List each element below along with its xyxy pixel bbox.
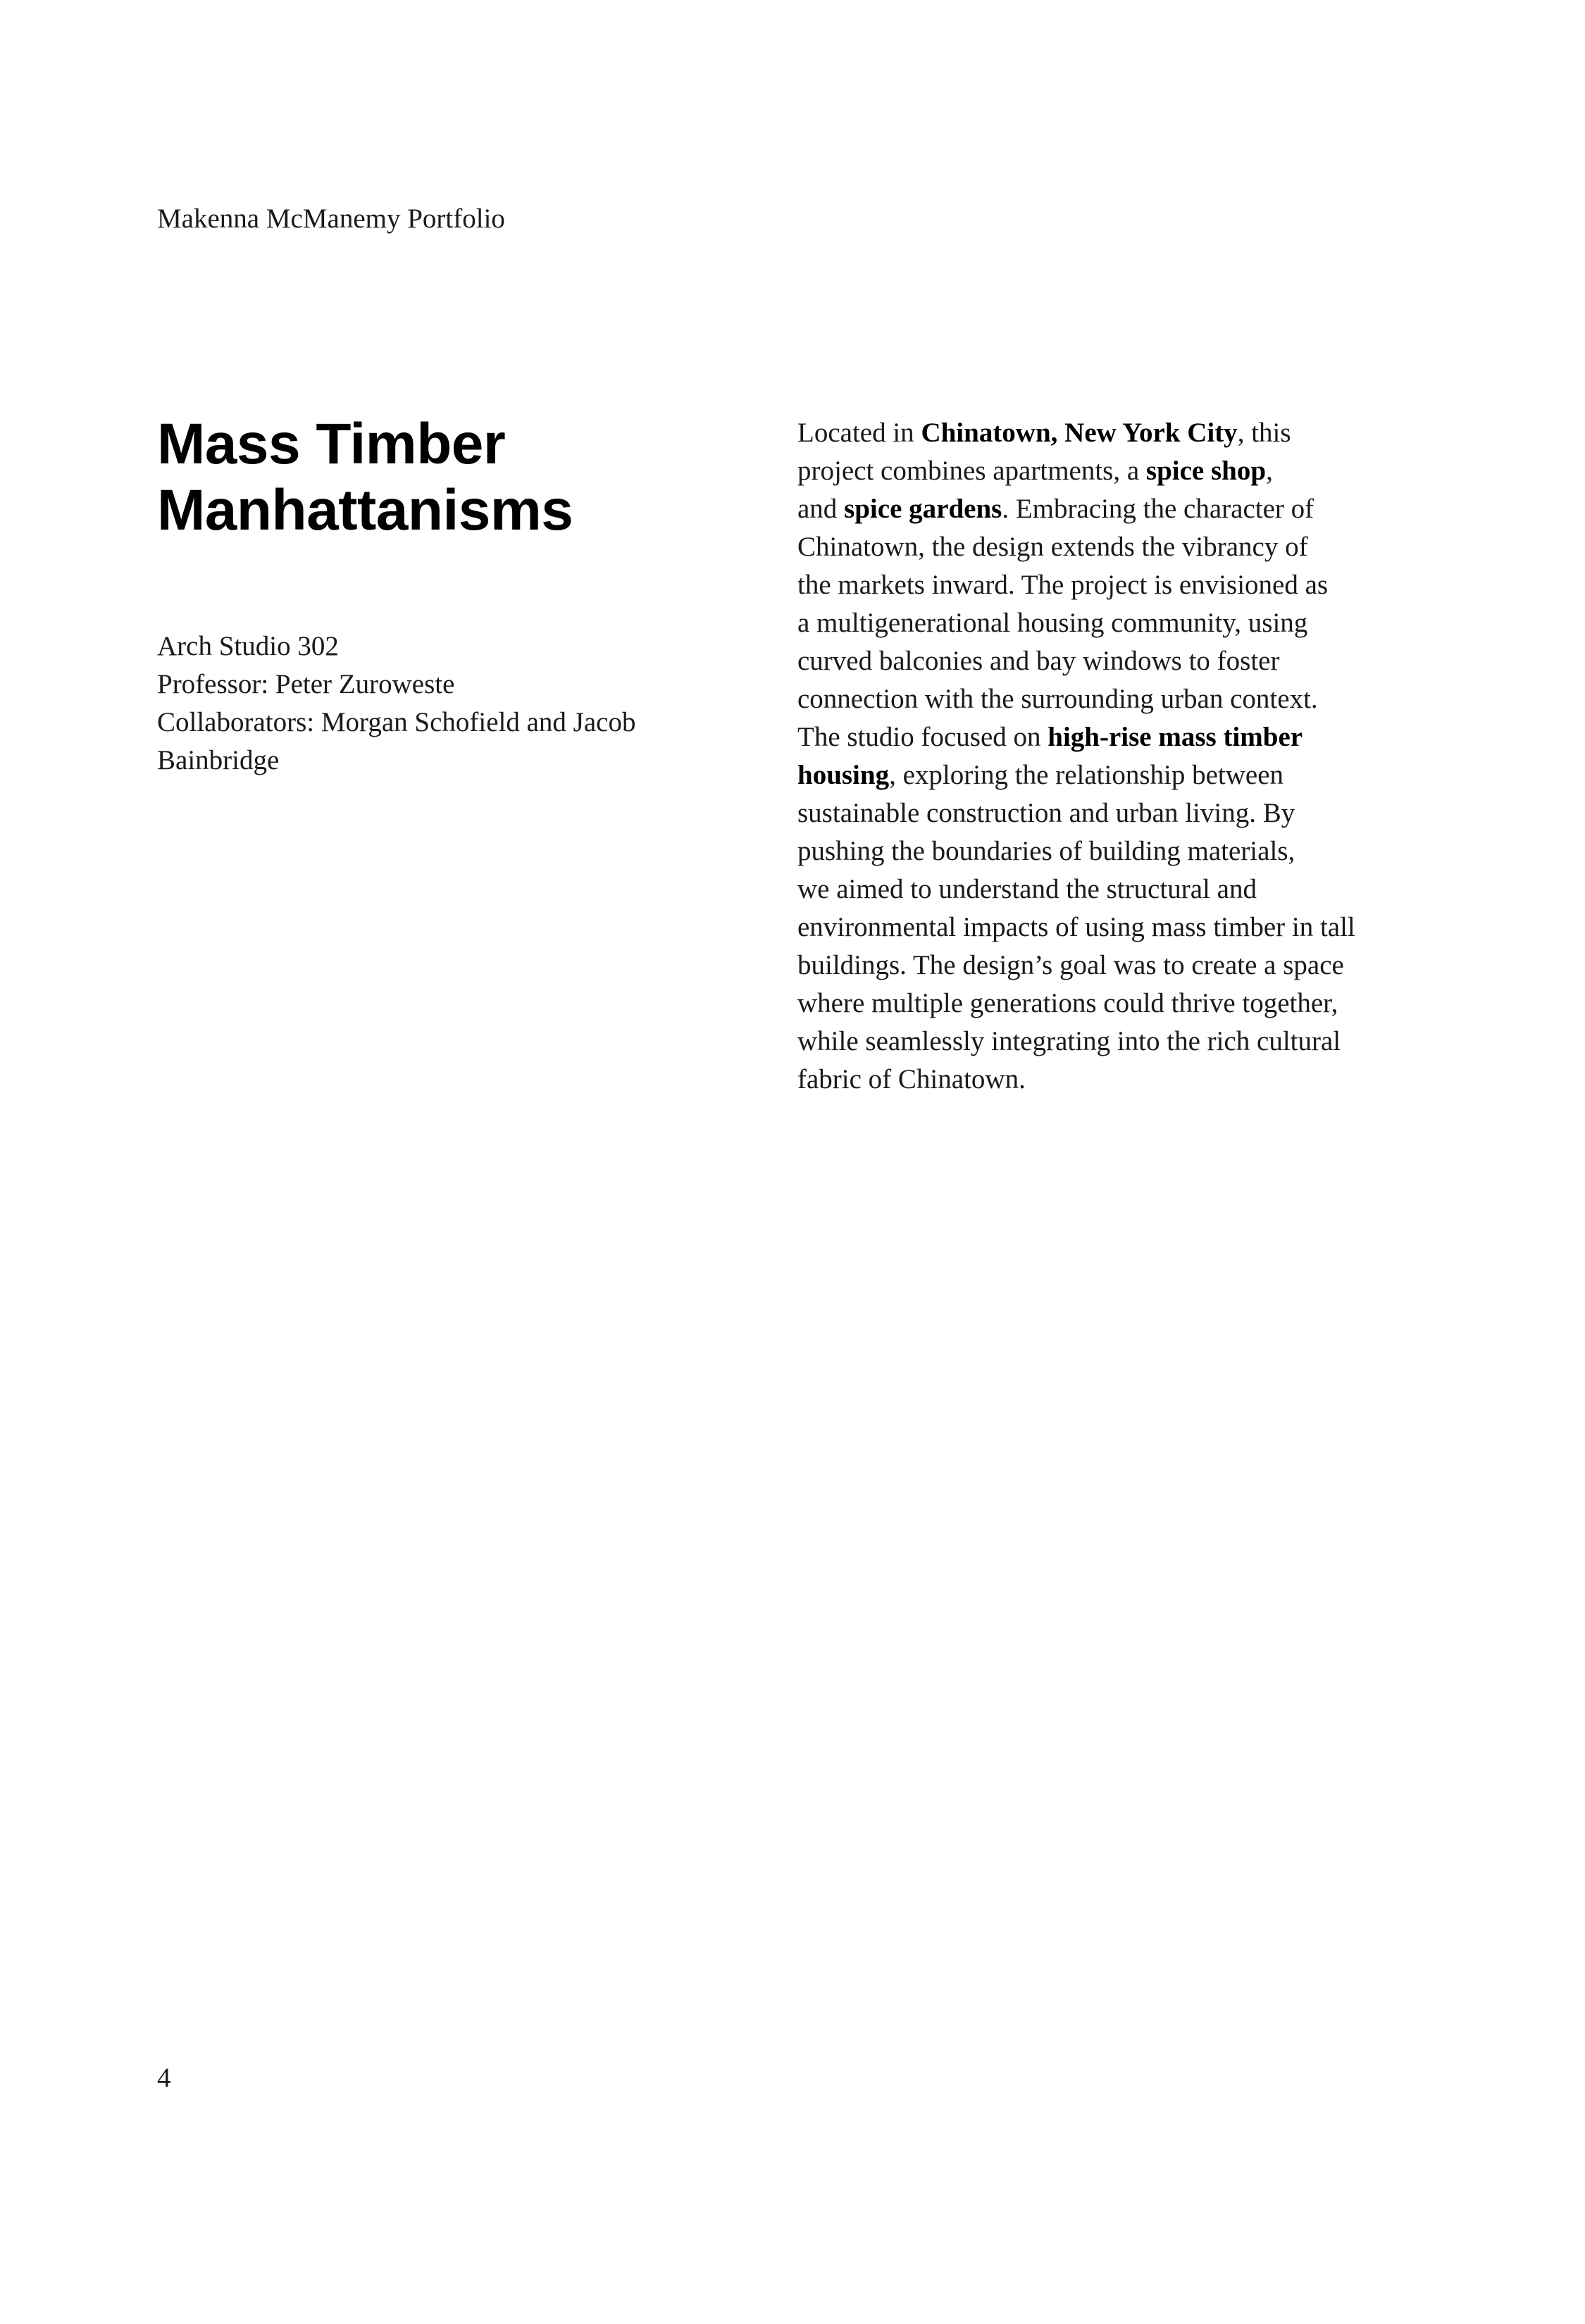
description-line: while seamlessly integrating into the rich cultural (797, 1026, 1341, 1056)
collaborators-credit-line-2: Bainbridge (157, 745, 280, 775)
description-line (797, 414, 1431, 452)
description-line (797, 490, 1431, 528)
description-line: connection with the surrounding urban context. (797, 684, 1318, 714)
text-run: , this (1237, 418, 1291, 448)
description-line: curved balconies and bay windows to foster (797, 646, 1280, 676)
emphasis-spice-gardens: spice gardens (844, 494, 1002, 524)
text-run: The studio focused on (797, 722, 1048, 752)
course-name: Arch Studio 302 (157, 631, 339, 661)
collaborators-credit-line-1: Collaborators: Morgan Schofield and Jacob (157, 707, 636, 737)
emphasis-spice-shop: spice shop (1145, 456, 1267, 486)
emphasis-location: Chinatown, New York City (921, 418, 1238, 448)
description-line: sustainable construction and urban living. By (797, 798, 1295, 828)
description-line: buildings. The design’s goal was to create a space (797, 950, 1344, 980)
description-line (797, 756, 1431, 794)
description-line (797, 452, 1431, 490)
emphasis-high-rise: high-rise mass timber (1048, 722, 1303, 752)
text-run: project combines apartments, a (797, 456, 1146, 486)
description-line: where multiple generations could thrive together, (797, 988, 1338, 1018)
description-line (797, 718, 1431, 756)
text-run: , exploring the relationship between (889, 760, 1284, 790)
description-line: we aimed to understand the structural and (797, 874, 1257, 904)
description-line: environmental impacts of using mass timber in tall (797, 912, 1355, 942)
description-line: pushing the boundaries of building materials, (797, 836, 1295, 866)
project-title (157, 411, 791, 544)
page-number: 4 (157, 2063, 171, 2093)
description-line: a multigenerational housing community, using (797, 608, 1308, 638)
project-meta (157, 627, 735, 780)
emphasis-housing: housing (797, 760, 890, 790)
description-line: Chinatown, the design extends the vibrancy of (797, 532, 1308, 562)
project-title-line-2: Manhattanisms (157, 478, 573, 542)
running-header: Makenna McManemy Portfolio (157, 204, 505, 234)
description-line: fabric of Chinatown. (797, 1064, 1026, 1094)
project-title-line-1: Mass Timber (157, 412, 506, 476)
project-description (797, 414, 1431, 1099)
text-run: and (797, 494, 845, 524)
text-run: Located in (797, 418, 921, 448)
description-line: the markets inward. The project is envisioned as (797, 570, 1329, 600)
text-run: . Embracing the character of (1002, 494, 1314, 524)
text-run: , (1266, 456, 1273, 486)
professor-credit: Professor: Peter Zuroweste (157, 669, 455, 699)
